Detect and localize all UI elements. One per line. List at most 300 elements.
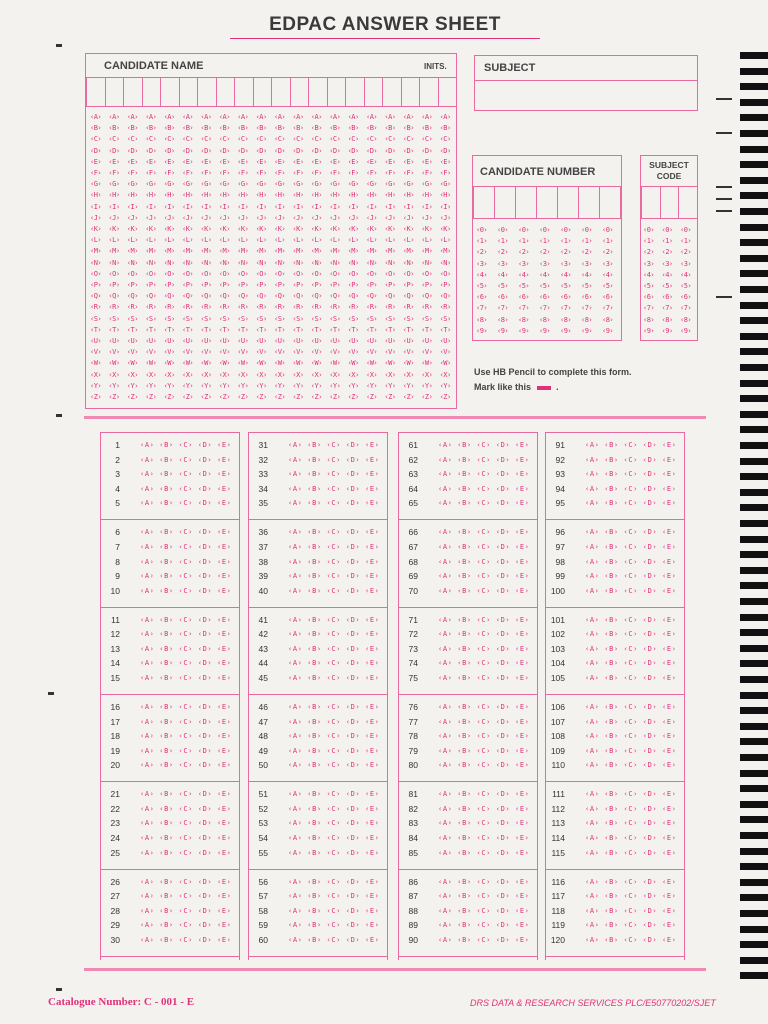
name-letter-bubble[interactable]: ‹P› xyxy=(255,281,267,289)
name-letter-bubble[interactable]: ‹F› xyxy=(237,169,249,177)
name-letter-bubble[interactable]: ‹M› xyxy=(200,247,212,256)
question-options[interactable]: ‹A› ‹B› ‹C› ‹D› ‹E› xyxy=(438,572,530,581)
name-letter-bubble[interactable]: ‹Y› xyxy=(421,381,433,390)
candnum-digit-bubble[interactable]: ‹8› xyxy=(476,315,488,324)
name-letter-bubble[interactable]: ‹P› xyxy=(200,281,212,289)
name-letter-bubble[interactable]: ‹L› xyxy=(255,236,267,245)
name-letter-bubble[interactable]: ‹X› xyxy=(182,370,194,379)
name-letter-bubble[interactable]: ‹A› xyxy=(90,113,102,121)
name-letter-bubble[interactable]: ‹R› xyxy=(402,303,414,312)
name-letter-bubble[interactable]: ‹O› xyxy=(384,269,396,278)
name-letter-bubble[interactable]: ‹K› xyxy=(310,225,322,233)
name-letter-bubble[interactable]: ‹L› xyxy=(218,236,230,245)
question-options[interactable]: ‹A› ‹B› ‹C› ‹D› ‹E› xyxy=(438,586,530,595)
question-options[interactable]: ‹A› ‹B› ‹C› ‹D› ‹E› xyxy=(140,470,232,479)
question-options[interactable]: ‹A› ‹B› ‹C› ‹D› ‹E› xyxy=(438,746,530,755)
question-options[interactable]: ‹A› ‹B› ‹C› ‹D› ‹E› xyxy=(140,615,232,624)
name-letter-bubble[interactable]: ‹E› xyxy=(145,157,157,166)
name-letter-bubble[interactable]: ‹O› xyxy=(108,269,120,278)
name-letter-bubble[interactable]: ‹N› xyxy=(274,258,286,267)
name-letter-bubble[interactable]: ‹H› xyxy=(329,191,341,200)
name-letter-bubble[interactable]: ‹T› xyxy=(108,325,120,334)
name-letter-bubble[interactable]: ‹P› xyxy=(366,281,378,289)
name-letter-bubble[interactable]: ‹Y› xyxy=(145,381,157,390)
question-options[interactable]: ‹A› ‹B› ‹C› ‹D› ‹E› xyxy=(140,441,232,449)
question-options[interactable]: ‹A› ‹B› ‹C› ‹D› ‹E› xyxy=(288,499,380,508)
name-letter-bubble[interactable]: ‹P› xyxy=(329,281,341,289)
name-letter-bubble[interactable]: ‹V› xyxy=(90,348,102,357)
name-letter-bubble[interactable]: ‹G› xyxy=(402,180,414,189)
name-letter-bubble[interactable]: ‹U› xyxy=(310,337,322,345)
name-letter-bubble[interactable]: ‹D› xyxy=(163,146,175,155)
subjcode-digit-bubble[interactable]: ‹0› xyxy=(643,226,655,234)
name-letter-bubble[interactable]: ‹D› xyxy=(145,146,157,155)
name-letter-bubble[interactable]: ‹J› xyxy=(163,213,175,222)
name-letter-bubble[interactable]: ‹M› xyxy=(126,247,138,256)
name-letter-bubble[interactable]: ‹O› xyxy=(292,269,304,278)
name-letter-bubble[interactable]: ‹Y› xyxy=(200,381,212,390)
name-letter-bubble[interactable]: ‹S› xyxy=(402,314,414,323)
name-letter-bubble[interactable]: ‹W› xyxy=(163,359,175,368)
candnum-digit-bubble[interactable]: ‹1› xyxy=(560,237,572,246)
candnum-digit-bubble[interactable]: ‹8› xyxy=(539,315,551,324)
question-options[interactable]: ‹A› ‹B› ‹C› ‹D› ‹E› xyxy=(585,921,677,930)
candnum-digit-bubble[interactable]: ‹7› xyxy=(581,304,593,313)
name-letter-bubble[interactable]: ‹N› xyxy=(421,258,433,267)
question-options[interactable]: ‹A› ‹B› ‹C› ‹D› ‹E› xyxy=(438,877,530,886)
name-letter-bubble[interactable]: ‹Z› xyxy=(237,393,249,401)
name-letter-bubble[interactable]: ‹Q› xyxy=(274,292,286,301)
candnum-digit-bubble[interactable]: ‹4› xyxy=(560,270,572,279)
name-letter-bubble[interactable]: ‹U› xyxy=(421,337,433,345)
name-letter-bubble[interactable]: ‹V› xyxy=(182,348,194,357)
name-letter-bubble[interactable]: ‹F› xyxy=(200,169,212,177)
name-letter-bubble[interactable]: ‹R› xyxy=(108,303,120,312)
name-letter-bubble[interactable]: ‹S› xyxy=(347,314,359,323)
name-letter-bubble[interactable]: ‹Q› xyxy=(163,292,175,301)
name-letter-bubble[interactable]: ‹Y› xyxy=(347,381,359,390)
question-options[interactable]: ‹A› ‹B› ‹C› ‹D› ‹E› xyxy=(140,717,232,726)
name-letter-bubble[interactable]: ‹R› xyxy=(145,303,157,312)
name-letter-bubble[interactable]: ‹N› xyxy=(402,258,414,267)
name-letter-bubble[interactable]: ‹J› xyxy=(200,213,212,222)
name-letter-bubble[interactable]: ‹X› xyxy=(108,370,120,379)
name-letter-bubble[interactable]: ‹X› xyxy=(237,370,249,379)
name-letter-bubble[interactable]: ‹B› xyxy=(402,124,414,133)
name-letter-bubble[interactable]: ‹U› xyxy=(218,337,230,345)
name-letter-bubble[interactable]: ‹H› xyxy=(90,191,102,200)
name-letter-bubble[interactable]: ‹Z› xyxy=(255,393,267,401)
name-letter-bubble[interactable]: ‹J› xyxy=(329,213,341,222)
name-letter-bubble[interactable]: ‹Z› xyxy=(329,393,341,401)
name-letter-bubble[interactable]: ‹R› xyxy=(421,303,433,312)
subjcode-digit-bubble[interactable]: ‹5› xyxy=(643,282,655,290)
name-letter-bubble[interactable]: ‹G› xyxy=(108,180,120,189)
name-letter-bubble[interactable]: ‹A› xyxy=(439,113,451,121)
name-letter-bubble[interactable]: ‹W› xyxy=(402,359,414,368)
name-letter-bubble[interactable]: ‹V› xyxy=(347,348,359,357)
name-letter-bubble[interactable]: ‹J› xyxy=(218,213,230,222)
name-letter-bubble[interactable]: ‹L› xyxy=(384,236,396,245)
candnum-digit-bubble[interactable]: ‹4› xyxy=(518,270,530,279)
candnum-digit-bubble[interactable]: ‹2› xyxy=(602,248,614,257)
name-letter-bubble[interactable]: ‹J› xyxy=(421,213,433,222)
candnum-digit-bubble[interactable]: ‹2› xyxy=(518,248,530,257)
name-letter-bubble[interactable]: ‹R› xyxy=(218,303,230,312)
name-letter-bubble[interactable]: ‹U› xyxy=(384,337,396,345)
name-letter-bubble[interactable]: ‹H› xyxy=(402,191,414,200)
subjcode-digit-bubble[interactable]: ‹8› xyxy=(680,315,692,324)
subjcode-digit-bubble[interactable]: ‹2› xyxy=(680,248,692,257)
question-options[interactable]: ‹A› ‹B› ‹C› ‹D› ‹E› xyxy=(140,674,232,682)
name-letter-bubble[interactable]: ‹W› xyxy=(90,359,102,368)
name-letter-bubble[interactable]: ‹D› xyxy=(200,146,212,155)
name-letter-bubble[interactable]: ‹E› xyxy=(439,157,451,166)
name-letter-bubble[interactable]: ‹V› xyxy=(108,348,120,357)
question-options[interactable]: ‹A› ‹B› ‹C› ‹D› ‹E› xyxy=(288,441,380,449)
name-letter-bubble[interactable]: ‹H› xyxy=(421,191,433,200)
name-letter-bubble[interactable]: ‹Y› xyxy=(274,381,286,390)
question-options[interactable]: ‹A› ‹B› ‹C› ‹D› ‹E› xyxy=(585,455,677,464)
candnum-digit-bubble[interactable]: ‹4› xyxy=(476,270,488,279)
name-letter-bubble[interactable]: ‹F› xyxy=(402,169,414,177)
name-letter-bubble[interactable]: ‹R› xyxy=(200,303,212,312)
name-letter-bubble[interactable]: ‹V› xyxy=(421,348,433,357)
name-letter-bubble[interactable]: ‹W› xyxy=(384,359,396,368)
name-letter-bubble[interactable]: ‹D› xyxy=(439,146,451,155)
name-letter-bubble[interactable]: ‹H› xyxy=(439,191,451,200)
question-options[interactable]: ‹A› ‹B› ‹C› ‹D› ‹E› xyxy=(438,630,530,639)
name-letter-bubble[interactable]: ‹G› xyxy=(421,180,433,189)
name-letter-bubble[interactable]: ‹R› xyxy=(90,303,102,312)
question-options[interactable]: ‹A› ‹B› ‹C› ‹D› ‹E› xyxy=(288,674,380,682)
name-letter-bubble[interactable]: ‹G› xyxy=(274,180,286,189)
name-letter-bubble[interactable]: ‹X› xyxy=(310,370,322,379)
name-letter-bubble[interactable]: ‹K› xyxy=(145,225,157,233)
name-letter-bubble[interactable]: ‹S› xyxy=(255,314,267,323)
name-letter-bubble[interactable]: ‹K› xyxy=(237,225,249,233)
name-letter-bubble[interactable]: ‹C› xyxy=(347,135,359,144)
question-options[interactable]: ‹A› ‹B› ‹C› ‹D› ‹E› xyxy=(140,935,232,944)
question-options[interactable]: ‹A› ‹B› ‹C› ‹D› ‹E› xyxy=(438,732,530,741)
name-letter-bubble[interactable]: ‹I› xyxy=(274,202,286,211)
question-options[interactable]: ‹A› ‹B› ‹C› ‹D› ‹E› xyxy=(140,819,232,828)
name-letter-bubble[interactable]: ‹P› xyxy=(310,281,322,289)
name-letter-bubble[interactable]: ‹J› xyxy=(366,213,378,222)
name-letter-bubble[interactable]: ‹I› xyxy=(182,202,194,211)
name-letter-bubble[interactable]: ‹T› xyxy=(237,325,249,334)
name-letter-bubble[interactable]: ‹S› xyxy=(108,314,120,323)
question-options[interactable]: ‹A› ‹B› ‹C› ‹D› ‹E› xyxy=(438,455,530,464)
name-letter-bubble[interactable]: ‹Y› xyxy=(310,381,322,390)
name-letter-bubble[interactable]: ‹W› xyxy=(126,359,138,368)
name-letter-bubble[interactable]: ‹X› xyxy=(347,370,359,379)
name-letter-bubble[interactable]: ‹Z› xyxy=(310,393,322,401)
subjcode-digit-bubble[interactable]: ‹1› xyxy=(680,237,692,246)
name-letter-bubble[interactable]: ‹A› xyxy=(200,113,212,121)
question-options[interactable]: ‹A› ‹B› ‹C› ‹D› ‹E› xyxy=(140,455,232,464)
subjcode-digit-bubble[interactable]: ‹4› xyxy=(680,270,692,279)
name-letter-bubble[interactable]: ‹E› xyxy=(218,157,230,166)
name-letter-bubble[interactable]: ‹Q› xyxy=(347,292,359,301)
question-options[interactable]: ‹A› ‹B› ‹C› ‹D› ‹E› xyxy=(438,499,530,508)
question-options[interactable]: ‹A› ‹B› ‹C› ‹D› ‹E› xyxy=(288,892,380,901)
name-letter-bubble[interactable]: ‹Q› xyxy=(366,292,378,301)
candnum-digit-bubble[interactable]: ‹3› xyxy=(518,259,530,268)
candnum-digit-bubble[interactable]: ‹9› xyxy=(518,326,530,335)
name-letter-bubble[interactable]: ‹N› xyxy=(292,258,304,267)
candnum-digit-bubble[interactable]: ‹7› xyxy=(518,304,530,313)
name-letter-bubble[interactable]: ‹F› xyxy=(90,169,102,177)
name-letter-bubble[interactable]: ‹L› xyxy=(292,236,304,245)
candnum-digit-bubble[interactable]: ‹0› xyxy=(560,226,572,234)
subjcode-digit-bubble[interactable]: ‹6› xyxy=(643,293,655,302)
name-letter-bubble[interactable]: ‹F› xyxy=(439,169,451,177)
name-letter-bubble[interactable]: ‹Z› xyxy=(218,393,230,401)
name-letter-bubble[interactable]: ‹R› xyxy=(163,303,175,312)
name-letter-bubble[interactable]: ‹W› xyxy=(310,359,322,368)
name-letter-bubble[interactable]: ‹W› xyxy=(274,359,286,368)
name-letter-bubble[interactable]: ‹I› xyxy=(218,202,230,211)
question-options[interactable]: ‹A› ‹B› ‹C› ‹D› ‹E› xyxy=(585,892,677,901)
question-options[interactable]: ‹A› ‹B› ‹C› ‹D› ‹E› xyxy=(288,630,380,639)
name-letter-bubble[interactable]: ‹R› xyxy=(310,303,322,312)
name-letter-bubble[interactable]: ‹U› xyxy=(108,337,120,345)
name-letter-bubble[interactable]: ‹G› xyxy=(145,180,157,189)
name-letter-bubble[interactable]: ‹E› xyxy=(347,157,359,166)
name-letter-bubble[interactable]: ‹A› xyxy=(310,113,322,121)
name-letter-bubble[interactable]: ‹Y› xyxy=(402,381,414,390)
candnum-digit-bubble[interactable]: ‹3› xyxy=(497,259,509,268)
name-letter-bubble[interactable]: ‹H› xyxy=(108,191,120,200)
name-letter-bubble[interactable]: ‹O› xyxy=(439,269,451,278)
name-letter-bubble[interactable]: ‹T› xyxy=(200,325,212,334)
name-letter-bubble[interactable]: ‹B› xyxy=(255,124,267,133)
name-letter-bubble[interactable]: ‹U› xyxy=(439,337,451,345)
name-letter-bubble[interactable]: ‹O› xyxy=(274,269,286,278)
name-letter-bubble[interactable]: ‹O› xyxy=(126,269,138,278)
name-letter-bubble[interactable]: ‹I› xyxy=(310,202,322,211)
name-letter-bubble[interactable]: ‹Y› xyxy=(292,381,304,390)
name-letter-bubble[interactable]: ‹E› xyxy=(402,157,414,166)
name-letter-bubble[interactable]: ‹C› xyxy=(182,135,194,144)
name-letter-bubble[interactable]: ‹Q› xyxy=(439,292,451,301)
name-letter-bubble[interactable]: ‹H› xyxy=(292,191,304,200)
name-letter-bubble[interactable]: ‹O› xyxy=(255,269,267,278)
name-letter-bubble[interactable]: ‹G› xyxy=(255,180,267,189)
name-letter-bubble[interactable]: ‹J› xyxy=(108,213,120,222)
name-letter-bubble[interactable]: ‹F› xyxy=(218,169,230,177)
question-options[interactable]: ‹A› ‹B› ‹C› ‹D› ‹E› xyxy=(585,819,677,828)
name-letter-bubble[interactable]: ‹L› xyxy=(90,236,102,245)
name-letter-bubble[interactable]: ‹C› xyxy=(274,135,286,144)
subjcode-digit-bubble[interactable]: ‹6› xyxy=(661,293,673,302)
question-options[interactable]: ‹A› ‹B› ‹C› ‹D› ‹E› xyxy=(438,441,530,449)
candnum-digit-bubble[interactable]: ‹5› xyxy=(560,282,572,290)
subjcode-digit-bubble[interactable]: ‹5› xyxy=(680,282,692,290)
name-letter-bubble[interactable]: ‹U› xyxy=(182,337,194,345)
question-options[interactable]: ‹A› ‹B› ‹C› ‹D› ‹E› xyxy=(585,804,677,813)
name-letter-bubble[interactable]: ‹Q› xyxy=(145,292,157,301)
name-letter-bubble[interactable]: ‹E› xyxy=(163,157,175,166)
name-letter-bubble[interactable]: ‹M› xyxy=(310,247,322,256)
name-letter-bubble[interactable]: ‹M› xyxy=(347,247,359,256)
name-letter-bubble[interactable]: ‹B› xyxy=(90,124,102,133)
name-letter-bubble[interactable]: ‹A› xyxy=(329,113,341,121)
name-letter-bubble[interactable]: ‹O› xyxy=(218,269,230,278)
name-letter-bubble[interactable]: ‹G› xyxy=(329,180,341,189)
name-letter-bubble[interactable]: ‹U› xyxy=(163,337,175,345)
name-letter-bubble[interactable]: ‹J› xyxy=(439,213,451,222)
name-letter-bubble[interactable]: ‹T› xyxy=(182,325,194,334)
name-letter-bubble[interactable]: ‹T› xyxy=(329,325,341,334)
name-letter-bubble[interactable]: ‹G› xyxy=(439,180,451,189)
candnum-digit-bubble[interactable]: ‹8› xyxy=(581,315,593,324)
name-letter-bubble[interactable]: ‹B› xyxy=(274,124,286,133)
question-options[interactable]: ‹A› ‹B› ‹C› ‹D› ‹E› xyxy=(140,746,232,755)
name-letter-bubble[interactable]: ‹Y› xyxy=(163,381,175,390)
name-letter-bubble[interactable]: ‹T› xyxy=(439,325,451,334)
name-letter-bubble[interactable]: ‹K› xyxy=(347,225,359,233)
name-letter-bubble[interactable]: ‹A› xyxy=(182,113,194,121)
question-options[interactable]: ‹A› ‹B› ‹C› ‹D› ‹E› xyxy=(438,615,530,624)
name-letter-bubble[interactable]: ‹K› xyxy=(182,225,194,233)
name-letter-bubble[interactable]: ‹G› xyxy=(237,180,249,189)
question-options[interactable]: ‹A› ‹B› ‹C› ‹D› ‹E› xyxy=(288,732,380,741)
name-letter-bubble[interactable]: ‹O› xyxy=(145,269,157,278)
question-options[interactable]: ‹A› ‹B› ‹C› ‹D› ‹E› xyxy=(288,848,380,857)
question-options[interactable]: ‹A› ‹B› ‹C› ‹D› ‹E› xyxy=(140,659,232,668)
name-letter-bubble[interactable]: ‹F› xyxy=(292,169,304,177)
name-letter-bubble[interactable]: ‹U› xyxy=(126,337,138,345)
name-letter-bubble[interactable]: ‹C› xyxy=(439,135,451,144)
subjcode-digit-bubble[interactable]: ‹6› xyxy=(680,293,692,302)
question-options[interactable]: ‹A› ‹B› ‹C› ‹D› ‹E› xyxy=(288,586,380,595)
name-letter-bubble[interactable]: ‹H› xyxy=(310,191,322,200)
name-letter-bubble[interactable]: ‹F› xyxy=(310,169,322,177)
name-letter-bubble[interactable]: ‹X› xyxy=(402,370,414,379)
name-letter-bubble[interactable]: ‹U› xyxy=(237,337,249,345)
candnum-digit-bubble[interactable]: ‹6› xyxy=(518,293,530,302)
name-letter-bubble[interactable]: ‹F› xyxy=(329,169,341,177)
question-options[interactable]: ‹A› ‹B› ‹C› ‹D› ‹E› xyxy=(585,702,677,711)
name-letter-bubble[interactable]: ‹F› xyxy=(145,169,157,177)
question-options[interactable]: ‹A› ‹B› ‹C› ‹D› ‹E› xyxy=(438,921,530,930)
name-letter-bubble[interactable]: ‹X› xyxy=(329,370,341,379)
question-options[interactable]: ‹A› ‹B› ‹C› ‹D› ‹E› xyxy=(140,732,232,741)
name-letter-bubble[interactable]: ‹Y› xyxy=(237,381,249,390)
name-letter-bubble[interactable]: ‹P› xyxy=(145,281,157,289)
name-letter-bubble[interactable]: ‹Q› xyxy=(237,292,249,301)
name-letter-bubble[interactable]: ‹M› xyxy=(384,247,396,256)
name-letter-bubble[interactable]: ‹X› xyxy=(126,370,138,379)
name-letter-bubble[interactable]: ‹U› xyxy=(274,337,286,345)
name-letter-bubble[interactable]: ‹Z› xyxy=(347,393,359,401)
subjcode-digit-bubble[interactable]: ‹2› xyxy=(661,248,673,257)
name-letter-bubble[interactable]: ‹K› xyxy=(402,225,414,233)
name-letter-bubble[interactable]: ‹I› xyxy=(366,202,378,211)
name-letter-bubble[interactable]: ‹M› xyxy=(218,247,230,256)
name-letter-bubble[interactable]: ‹H› xyxy=(255,191,267,200)
name-letter-bubble[interactable]: ‹X› xyxy=(384,370,396,379)
name-letter-bubble[interactable]: ‹Q› xyxy=(402,292,414,301)
candnum-digit-bubble[interactable]: ‹1› xyxy=(602,237,614,246)
name-letter-bubble[interactable]: ‹U› xyxy=(200,337,212,345)
name-letter-bubble[interactable]: ‹J› xyxy=(402,213,414,222)
question-options[interactable]: ‹A› ‹B› ‹C› ‹D› ‹E› xyxy=(585,572,677,581)
candnum-digit-bubble[interactable]: ‹1› xyxy=(476,237,488,246)
name-letter-bubble[interactable]: ‹N› xyxy=(182,258,194,267)
name-letter-bubble[interactable]: ‹U› xyxy=(292,337,304,345)
name-letter-bubble[interactable]: ‹E› xyxy=(366,157,378,166)
name-letter-bubble[interactable]: ‹I› xyxy=(255,202,267,211)
candnum-digit-bubble[interactable]: ‹0› xyxy=(476,226,488,234)
name-letter-bubble[interactable]: ‹R› xyxy=(347,303,359,312)
name-letter-bubble[interactable]: ‹X› xyxy=(292,370,304,379)
question-options[interactable]: ‹A› ‹B› ‹C› ‹D› ‹E› xyxy=(438,935,530,944)
name-letter-bubble[interactable]: ‹X› xyxy=(274,370,286,379)
name-letter-bubble[interactable]: ‹A› xyxy=(384,113,396,121)
candnum-digit-bubble[interactable]: ‹6› xyxy=(581,293,593,302)
name-letter-bubble[interactable]: ‹B› xyxy=(237,124,249,133)
name-letter-bubble[interactable]: ‹R› xyxy=(182,303,194,312)
name-letter-bubble[interactable]: ‹Y› xyxy=(182,381,194,390)
candnum-digit-bubble[interactable]: ‹2› xyxy=(560,248,572,257)
name-letter-bubble[interactable]: ‹X› xyxy=(163,370,175,379)
candnum-digit-bubble[interactable]: ‹8› xyxy=(518,315,530,324)
name-letter-bubble[interactable]: ‹A› xyxy=(421,113,433,121)
name-letter-bubble[interactable]: ‹H› xyxy=(274,191,286,200)
name-letter-bubble[interactable]: ‹Q› xyxy=(292,292,304,301)
name-letter-bubble[interactable]: ‹E› xyxy=(90,157,102,166)
name-letter-bubble[interactable]: ‹H› xyxy=(182,191,194,200)
name-letter-bubble[interactable]: ‹S› xyxy=(163,314,175,323)
candnum-digit-bubble[interactable]: ‹4› xyxy=(497,270,509,279)
candnum-digit-bubble[interactable]: ‹2› xyxy=(497,248,509,257)
name-letter-bubble[interactable]: ‹L› xyxy=(310,236,322,245)
question-options[interactable]: ‹A› ‹B› ‹C› ‹D› ‹E› xyxy=(585,586,677,595)
question-options[interactable]: ‹A› ‹B› ‹C› ‹D› ‹E› xyxy=(585,848,677,857)
name-letter-bubble[interactable]: ‹P› xyxy=(218,281,230,289)
name-letter-bubble[interactable]: ‹Y› xyxy=(126,381,138,390)
subjcode-digit-bubble[interactable]: ‹9› xyxy=(680,326,692,335)
question-options[interactable]: ‹A› ‹B› ‹C› ‹D› ‹E› xyxy=(288,761,380,770)
name-letter-bubble[interactable]: ‹V› xyxy=(366,348,378,357)
name-letter-bubble[interactable]: ‹L› xyxy=(329,236,341,245)
name-letter-bubble[interactable]: ‹F› xyxy=(347,169,359,177)
name-letter-bubble[interactable]: ‹J› xyxy=(182,213,194,222)
name-letter-bubble[interactable]: ‹E› xyxy=(182,157,194,166)
question-options[interactable]: ‹A› ‹B› ‹C› ‹D› ‹E› xyxy=(140,848,232,857)
name-letter-bubble[interactable]: ‹Z› xyxy=(439,393,451,401)
name-letter-bubble[interactable]: ‹F› xyxy=(108,169,120,177)
name-letter-bubble[interactable]: ‹I› xyxy=(237,202,249,211)
name-letter-bubble[interactable]: ‹R› xyxy=(255,303,267,312)
name-letter-bubble[interactable]: ‹K› xyxy=(255,225,267,233)
name-letter-bubble[interactable]: ‹P› xyxy=(402,281,414,289)
candnum-digit-bubble[interactable]: ‹1› xyxy=(539,237,551,246)
name-letter-bubble[interactable]: ‹C› xyxy=(90,135,102,144)
subjcode-digit-bubble[interactable]: ‹8› xyxy=(661,315,673,324)
name-letter-bubble[interactable]: ‹Z› xyxy=(108,393,120,401)
name-letter-bubble[interactable]: ‹P› xyxy=(163,281,175,289)
question-options[interactable]: ‹A› ‹B› ‹C› ‹D› ‹E› xyxy=(438,702,530,711)
name-letter-bubble[interactable]: ‹W› xyxy=(347,359,359,368)
name-letter-bubble[interactable]: ‹W› xyxy=(182,359,194,368)
question-options[interactable]: ‹A› ‹B› ‹C› ‹D› ‹E› xyxy=(140,630,232,639)
name-letter-bubble[interactable]: ‹M› xyxy=(108,247,120,256)
name-letter-bubble[interactable]: ‹M› xyxy=(145,247,157,256)
